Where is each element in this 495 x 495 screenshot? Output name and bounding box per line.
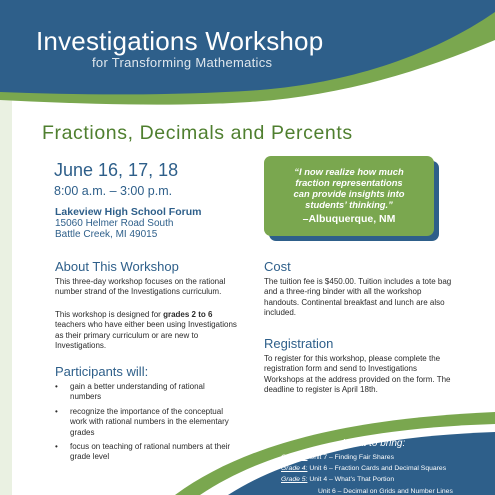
header-subtitle: for Transforming Mathematics bbox=[92, 55, 273, 70]
bring-grade: Grade 4: bbox=[281, 465, 308, 473]
about-p2-start: This workshop is designed for bbox=[55, 310, 164, 319]
bring-grade: Grade 5: bbox=[281, 476, 308, 484]
list-item bbox=[52, 407, 232, 438]
bring-unit: Unit 4 – What’s That Portion bbox=[309, 476, 395, 484]
bring-list bbox=[281, 452, 453, 495]
about-paragraph-1: This three-day workshop focuses on the rational number strand of the Investigations curriculum. bbox=[55, 277, 226, 297]
list-item-text: focus on teaching of rational numbers at their grade level bbox=[70, 442, 231, 462]
bring-item bbox=[281, 474, 453, 485]
list-item-text: recognize the importance of the conceptual work with rational numbers in the elementary grades bbox=[70, 406, 229, 437]
bullet-marker: • bbox=[55, 442, 58, 452]
testimonial-line: students’ thinking.” bbox=[305, 199, 393, 210]
bring-unit: Unit 6 – Decimal on Grids and Number Lines bbox=[318, 487, 453, 495]
about-p2-grades: grades 2 to 6 bbox=[163, 310, 213, 319]
list-item bbox=[52, 382, 232, 403]
bring-unit: Unit 6 – Fraction Cards and Decimal Squares bbox=[309, 465, 447, 473]
bullet-marker: • bbox=[55, 406, 58, 416]
event-time: 8:00 a.m. – 3:00 p.m. bbox=[54, 184, 173, 198]
about-heading: About This Workshop bbox=[55, 259, 179, 274]
cost-heading: Cost bbox=[264, 259, 291, 274]
bring-item bbox=[281, 452, 453, 463]
registration-heading: Registration bbox=[264, 336, 334, 351]
bullet-marker: • bbox=[55, 382, 58, 391]
left-stripe bbox=[0, 60, 12, 495]
bring-item bbox=[281, 486, 453, 495]
list-item bbox=[52, 442, 232, 463]
testimonial-line: can provide insights into bbox=[293, 188, 405, 199]
event-dates: June 16, 17, 18 bbox=[54, 160, 179, 180]
testimonial-box bbox=[264, 156, 434, 236]
testimonial-text bbox=[264, 166, 434, 210]
venue-name: Lakeview High School Forum bbox=[55, 206, 202, 218]
header-title: Investigations Workshop bbox=[36, 26, 324, 56]
about-paragraph-2 bbox=[55, 310, 245, 352]
registration-text: To register for this workshop, please complete the registration form and send to Investigations Workshops at the address provided on the form. The deadline to register is April 18th. bbox=[264, 354, 451, 395]
bring-item bbox=[281, 463, 453, 474]
bring-heading: What to bring: bbox=[343, 438, 406, 449]
participants-list bbox=[52, 382, 232, 467]
list-item-text: gain a better understanding of rational numbers bbox=[70, 382, 205, 402]
venue-address-line2: Battle Creek, MI 49015 bbox=[55, 229, 158, 240]
page-title: Fractions, Decimals and Percents bbox=[42, 122, 353, 144]
venue-address-line1: 15060 Helmer Road South bbox=[55, 218, 174, 229]
testimonial-line: “I now realize how much bbox=[294, 166, 404, 177]
cost-text: The tuition fee is $450.00. Tuition includes a tote bag and a three-ring binder with all the workshop handouts. Continental breakfast and lunch are also included. bbox=[264, 277, 452, 318]
participants-heading: Participants will: bbox=[55, 364, 149, 379]
testimonial-attribution: –Albuquerque, NM bbox=[302, 213, 396, 225]
bring-unit: Unit 7 – Finding Fair Shares bbox=[309, 454, 394, 461]
testimonial-line: fraction representations bbox=[295, 177, 403, 188]
bring-grade: Grade 3: bbox=[281, 454, 308, 461]
about-p2-end: teachers who have either been using Investigations as their primary curriculum or are new to Investigations. bbox=[55, 320, 237, 351]
